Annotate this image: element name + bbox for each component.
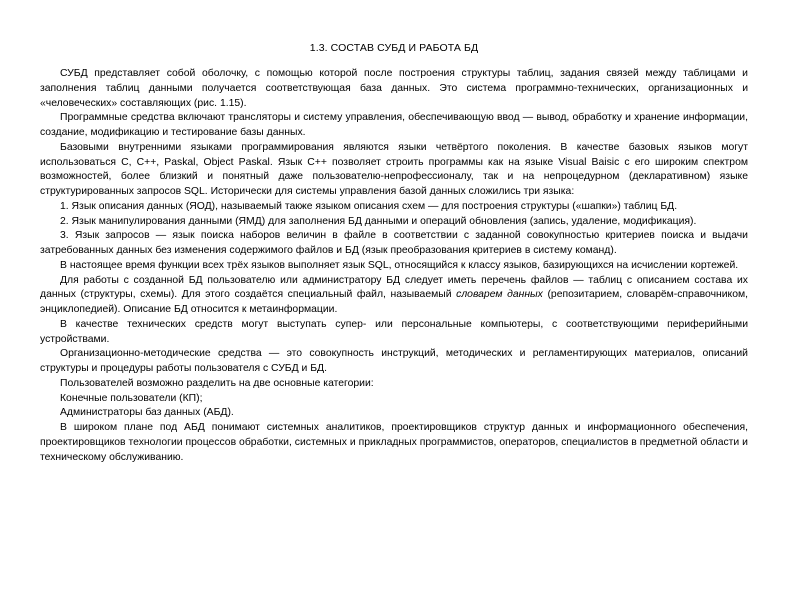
document-page (40, 42, 748, 465)
document-body (40, 67, 748, 465)
list-item-end-users: Конечные пользователи (КП); (60, 392, 203, 404)
paragraph-organizational: Организационно-методические средства — это совокупность инструкций, методических и регламентирующих материалов, описаний структуры и процедуры работы пользователя с СУБД и БД. (40, 348, 748, 374)
paragraph-hardware: В качестве технических средств могут выступать супер- или персональные компьютеры, с соответствующими периферийными устройствами. (40, 318, 748, 345)
paragraph-user-categories: Пользователей возможно разделить на две основные категории: (60, 377, 374, 389)
paragraph-languages: Базовыми внутренними языками программирования являются языки четвёртого поколения. В качестве базовых языков могут использоваться С, С++, Paskal, Object Paskal. Язык С++ позволяет строить программы как на языке Visual Baisic с его широким спектром возможностей, более близкий и понятный даже пользователю-непрофессионалу, так и на непроцедурном (декларативном) языке структурированных запросов SQL. Исторически для системы управления базой данных сложились три языка: (40, 141, 748, 197)
list-item-query-language: 3. Язык запросов — язык поиска наборов величин в файле в соответствии с заданной совокупностью критериев поиска и выдачи затребованных данных без изменения содержимого файлов и БД (язык преобразования критериев в систему команд). (40, 230, 748, 256)
section-title: 1.3. СОСТАВ СУБД И РАБОТА БД (309, 42, 479, 54)
paragraph-intro: СУБД представляет собой оболочку, с помощью которой после построения структуры таблиц, задания связей между таблицами и заполнения таблиц данными получается соответствующая база данных. Это система программно-технических, организационных и «человеческих» составляющих (рис. 1.15). (40, 68, 748, 109)
paragraph-dba-scope: В широком плане под АБД понимают системных аналитиков, проектировщиков структур данных и информационного обеспечения, проектировщиков технологии процессов обработки, системных и прикладных программистов, операторов, специалистов в предметной области и техническому обслуживанию. (40, 422, 748, 463)
paragraph-sql: В настоящее время функции всех трёх языков выполняет язык SQL, относящийся к классу языков, базирующихся на исчислении кортежей. (60, 259, 739, 271)
list-item-dml: 2. Язык манипулирования данными (ЯМД) для заполнения БД данными и операций обновления (запись, удаление, модификация). (60, 215, 697, 227)
data-dictionary-text-start: Для работы с созданной БД пользователю или администратору БД следует иметь перечень файлов — таблиц с описанием состава их данных (структуры, схемы). Для этого создаётся специальный файл, называемый (40, 274, 748, 301)
data-dictionary-text-end: (репозитарием, словарём-справочником, энциклопедией). Описание БД относится к метаинформации. (40, 289, 748, 315)
list-item-ddl: 1. Язык описания данных (ЯОД), называемый также языком описания схем — для построения структуры («шапки») таблиц БД. (60, 200, 678, 212)
data-dictionary-term: словарем данных (456, 289, 543, 301)
paragraph-data-dictionary (40, 274, 748, 318)
list-item-dba: Администраторы баз данных (АБД). (60, 407, 234, 419)
paragraph-software: Программные средства включают трансляторы и систему управления, обеспечивающую ввод — вывод, обработку и хранение информации, создание, модификацию и тестирование базы данных. (40, 112, 748, 138)
